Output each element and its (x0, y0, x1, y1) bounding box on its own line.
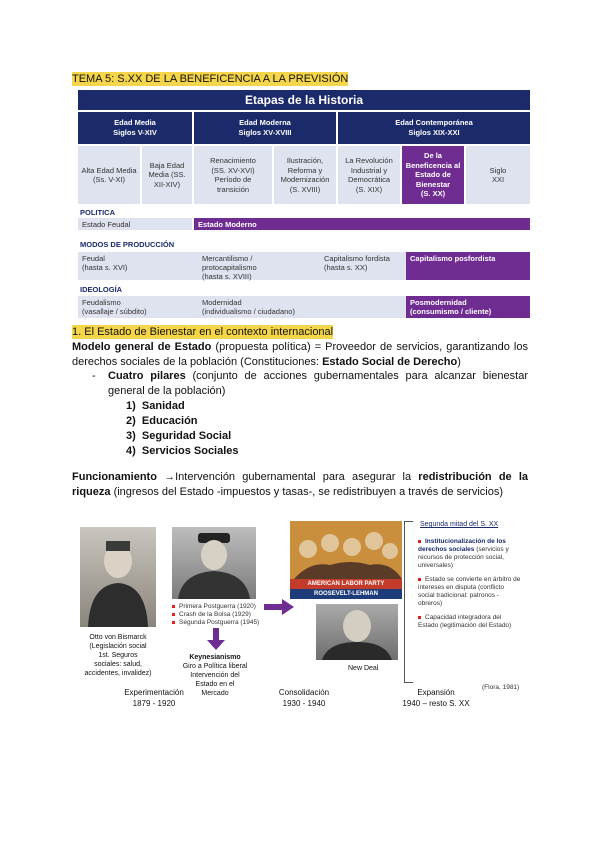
subperiod-line: Modernización (280, 175, 330, 184)
caption-line: 1st. Seguros (98, 652, 138, 659)
paragraph-modelo-estado (72, 340, 528, 370)
era-period: Siglos XIX-XXI (408, 128, 460, 137)
list-item (172, 603, 259, 611)
right-item-text: Estado se convierte en árbitro de intereses en disputa (conflicto social tradicional: patronos - obreros) (418, 576, 521, 607)
labor-party-poster (290, 521, 402, 599)
list-text: Servicios Sociales (141, 445, 239, 457)
cell-line: (individualismo / ciudadano) (202, 307, 295, 316)
phase-experimentacion (104, 687, 204, 709)
paragraph-funcionamiento (72, 470, 528, 500)
estado-feudal: Estado Feudal (78, 218, 192, 230)
text: (ingresos del Estado -impuestos y tasas-, se redistribuyen a través de servicios) (110, 486, 504, 498)
new-deal-caption: New Deal (348, 665, 379, 672)
list-text: Seguridad Social (141, 430, 232, 442)
right-list-item (418, 538, 522, 570)
bold-text: Modelo general de Estado (72, 341, 212, 353)
produccion-label: MODOS DE PRODUCCIÓN (80, 240, 175, 249)
bullet-icon (172, 613, 175, 616)
subperiod-line: La Revolución (345, 156, 393, 165)
portrait-figure-icon (172, 527, 256, 599)
paragraph-pilares (108, 369, 528, 399)
right-title: Segunda mitad del S. XX (420, 521, 499, 528)
list-text: Crash de la Bolsa (1929) (179, 611, 251, 618)
list-text: Primera Postguerra (1920) (179, 603, 256, 610)
phase-name: Expansión (417, 688, 455, 697)
caption-line: Intervención del (190, 672, 240, 679)
cell-line: (hasta s. XVIII) (202, 272, 252, 281)
era-edad-media (78, 112, 192, 144)
list-item (126, 444, 239, 459)
phase-years: 1940 – resto S. XX (402, 699, 470, 708)
list-text: Educación (141, 415, 198, 427)
cell-line: protocapitalismo (202, 263, 257, 272)
poster-line: AMERICAN LABOR PARTY (290, 579, 402, 589)
cell-line: (hasta s. XX) (324, 263, 368, 272)
era-name: Edad Media (114, 118, 156, 127)
keynes-photo (172, 527, 256, 599)
subperiod-renacimiento (194, 146, 272, 204)
subperiod-line: XXI (491, 175, 505, 184)
list-number: 3) (126, 430, 136, 442)
ideologia-posmodernidad (406, 296, 530, 318)
right-arrow-icon (264, 599, 294, 615)
subperiod-alta-edad-media (78, 146, 140, 204)
cell-line: Posmodernidad (410, 298, 467, 307)
bold-text: Funcionamiento (72, 471, 157, 483)
bracket (404, 521, 413, 683)
right-list (418, 538, 522, 630)
poster-line: ROOSEVELT-LEHMAN (290, 589, 402, 599)
subperiod-siglo-xxi (466, 146, 530, 204)
list-item (126, 429, 239, 444)
section-heading: 1. El Estado de Bienestar en el contexto internacional (72, 326, 334, 338)
down-arrow-icon (206, 628, 226, 650)
text: (conjunto de acciones gubernamentales para alcanzar bienestar general de la población) (108, 370, 528, 397)
produccion-mercantilismo (198, 252, 320, 280)
bold-text: Estado Social de Derecho (322, 356, 458, 368)
ideologia-label: IDEOLOGÍA (80, 285, 123, 294)
bold-text: redistribución de la riqueza (72, 471, 528, 498)
list-number: 2) (126, 415, 136, 427)
subperiod-line: Reforma y (287, 165, 323, 175)
right-list-item (418, 576, 522, 608)
bold-text: Cuatro pilares (108, 370, 186, 382)
cell-line: (vasallaje / súbdito) (82, 307, 147, 316)
roosevelt-photo (316, 604, 398, 660)
right-item-text: Capacidad integradora del Estado (legitimación del Estado) (418, 614, 512, 629)
pillars-list (126, 399, 239, 459)
era-name: Edad Contemporánea (395, 118, 473, 127)
produccion-posfordista: Capitalismo posfordista (406, 252, 530, 280)
cell-line: Capitalismo fordista (324, 254, 390, 263)
caption-line: Otto von Bismarck (89, 634, 147, 641)
phase-expansion (380, 687, 492, 709)
etapas-title: Etapas de la Historia (78, 90, 530, 110)
subperiod-line: Ilustración, (286, 156, 324, 165)
caption-line: Giro a Política liberal (182, 663, 248, 670)
subperiod-line: Renacimiento (210, 156, 256, 165)
subperiod-line: Alta Edad Media (81, 165, 137, 175)
caption-line: sociales: salud, (94, 661, 142, 668)
caption-line: Estado en el (195, 681, 235, 688)
bullet-icon (418, 540, 421, 543)
topic-title: TEMA 5: S.XX DE LA BENEFICENCIA A LA PREVISIÓN (72, 73, 349, 85)
subperiod-beneficencia-bienestar (402, 146, 464, 204)
era-edad-moderna (194, 112, 336, 144)
politica-label: POLITICA (80, 208, 115, 217)
subperiod-line: Período de (214, 175, 252, 184)
portrait-figure-icon (316, 604, 398, 660)
bullet-icon (418, 616, 421, 619)
caption-line: Keynesianismo (189, 654, 241, 661)
list-number: 4) (126, 445, 136, 457)
bullet-icon (418, 578, 421, 581)
caption-line: Mercado (201, 690, 229, 697)
cell-line: Feudal (82, 254, 105, 263)
list-text: Sanidad (141, 400, 185, 412)
postwar-list (172, 603, 259, 627)
list-item (172, 611, 259, 619)
subperiod-line: Estado de (415, 170, 451, 180)
subperiod-line: transición (216, 184, 250, 194)
dash-bullet: - (92, 370, 96, 382)
cell-line: (consumismo / cliente) (410, 307, 492, 316)
subperiod-line: De la (424, 151, 442, 161)
list-item (172, 619, 259, 627)
era-period: Siglos V-XIV (113, 128, 157, 137)
subperiod-ilustracion (274, 146, 336, 204)
estado-moderno: Estado Moderno (194, 218, 530, 230)
subperiod-line: (S. XIX) (355, 184, 383, 194)
phase-consolidacion (254, 687, 354, 709)
subperiod-revolucion-industrial (338, 146, 400, 204)
caption-line: accidentes, invalidez) (84, 670, 152, 677)
cell-line: Feudalismo (82, 298, 121, 307)
phase-years: 1930 - 1940 (282, 699, 326, 708)
text: (propuesta política) = Proveedor de servicios, garantizando los derechos sociales de la población (Constituciones: (72, 341, 528, 368)
list-number: 1) (126, 400, 136, 412)
subperiod-line: (S. XX) (420, 189, 446, 199)
subperiod-line: (Ss. V-XI) (92, 175, 126, 184)
era-period: Siglos XV-XVIII (238, 128, 292, 137)
ideologia-feudalismo (78, 296, 198, 318)
subperiod-line: Baja Edad (149, 160, 185, 170)
bismarck-caption (72, 633, 164, 678)
cell-line: Modernidad (202, 298, 242, 307)
right-item-bold: Institucionalización de los derechos sociales (418, 538, 506, 553)
subperiod-line: XII-XIV) (153, 179, 181, 189)
subperiod-line: Siglo (489, 165, 507, 175)
subperiod-line: Media (SS. (148, 170, 186, 180)
bullet-icon (172, 605, 175, 608)
right-item-text: (servicios y recursos de protección social, universales) (418, 546, 509, 569)
produccion-fordista (320, 252, 406, 280)
ideologia-modernidad (198, 296, 406, 318)
portrait-figure-icon (80, 527, 156, 627)
bismarck-photo (80, 527, 156, 627)
subperiod-line: Industrial y (350, 165, 388, 175)
subperiod-baja-edad-media (142, 146, 192, 204)
subperiod-line: (S. XVIII) (289, 184, 321, 194)
phase-name: Experimentación (124, 688, 184, 697)
right-list-item (418, 614, 522, 630)
crowd-illustration-icon (290, 521, 402, 579)
list-item (126, 414, 239, 429)
phase-years: 1879 - 1920 (132, 699, 176, 708)
bullet-icon (172, 621, 175, 624)
list-item (126, 399, 239, 414)
cell-line: Mercantilismo / (202, 254, 253, 263)
list-text: Segunda Postguerra (1945) (179, 619, 260, 626)
subperiod-line: Beneficencia al (405, 160, 461, 170)
subperiod-line: Democrática (347, 175, 391, 184)
era-edad-contemporanea (338, 112, 530, 144)
source-citation: (Flora, 1981) (482, 684, 520, 691)
text: ) (457, 356, 461, 368)
cell-line: (hasta s. XVI) (82, 263, 128, 272)
era-name: Edad Moderna (239, 118, 291, 127)
subperiod-line: (SS. XV-XVI) (211, 165, 255, 175)
text: →Intervención gubernamental para asegurar la (156, 471, 419, 483)
phase-name: Consolidación (278, 688, 330, 697)
subperiod-line: Bienestar (415, 179, 451, 189)
produccion-feudal (78, 252, 198, 280)
caption-line: (Legislación social (89, 643, 147, 650)
